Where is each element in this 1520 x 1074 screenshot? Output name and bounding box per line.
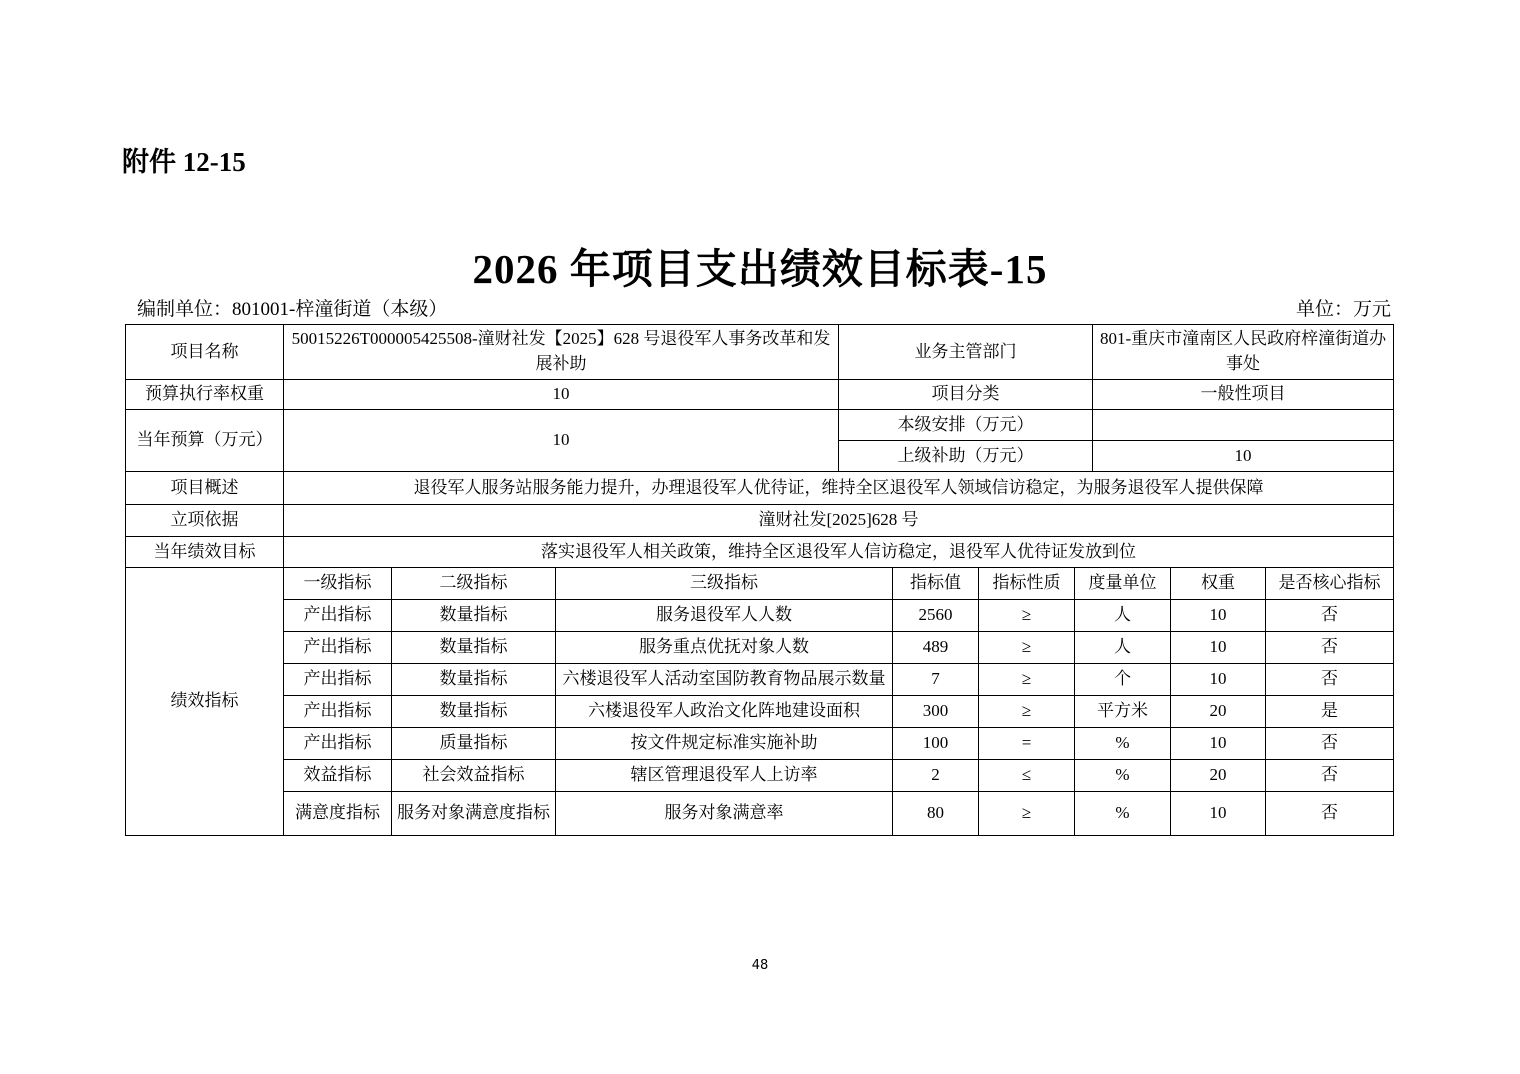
indicator-weight: 20: [1171, 760, 1266, 792]
indicator-value: 489: [893, 632, 979, 664]
indicator-core: 否: [1266, 760, 1394, 792]
indicator-nature: ≥: [979, 632, 1075, 664]
indicator-level1: 产出指标: [284, 696, 392, 728]
indicator-value: 2560: [893, 600, 979, 632]
indicator-level3: 六楼退役军人政治文化阵地建设面积: [556, 696, 893, 728]
budget-exec-weight-label: 预算执行率权重: [126, 380, 284, 410]
dept-label: 业务主管部门: [839, 325, 1093, 380]
header-level1: 一级指标: [284, 568, 392, 600]
indicator-value: 2: [893, 760, 979, 792]
indicator-nature: ≥: [979, 696, 1075, 728]
indicator-level1: 效益指标: [284, 760, 392, 792]
project-name-row: [126, 325, 1394, 380]
indicator-level1: 满意度指标: [284, 792, 392, 836]
indicator-level2: 数量指标: [392, 664, 556, 696]
indicator-weight: 10: [1171, 600, 1266, 632]
year-budget-label: 当年预算（万元）: [126, 410, 284, 472]
basis-value: 潼财社发[2025]628 号: [284, 505, 1394, 537]
indicator-level2: 数量指标: [392, 696, 556, 728]
overview-row: [126, 472, 1394, 505]
indicator-nature: ≥: [979, 664, 1075, 696]
unit-note-label: 单位：万元: [1295, 299, 1391, 320]
superior-subsidy-label: 上级补助（万元）: [839, 441, 1093, 472]
goal-row: [126, 537, 1394, 568]
indicator-level1: 产出指标: [284, 728, 392, 760]
indicator-level3: 服务退役军人人数: [556, 600, 893, 632]
indicator-level2: 服务对象满意度指标: [392, 792, 556, 836]
indicator-row: [126, 696, 1394, 728]
indicator-level3: 按文件规定标准实施补助: [556, 728, 893, 760]
indicator-level3: 辖区管理退役军人上访率: [556, 760, 893, 792]
indicator-core: 否: [1266, 632, 1394, 664]
budget-exec-weight-value: 10: [284, 380, 839, 410]
indicator-value: 80: [893, 792, 979, 836]
indicator-nature: ≥: [979, 792, 1075, 836]
indicator-level2: 数量指标: [392, 600, 556, 632]
year-budget-value: 10: [284, 410, 839, 472]
meta-row: [125, 294, 1393, 321]
indicator-unit: 人: [1075, 632, 1171, 664]
indicator-unit: 平方米: [1075, 696, 1171, 728]
goal-label: 当年绩效目标: [126, 537, 284, 568]
indicator-weight: 10: [1171, 728, 1266, 760]
category-value: 一般性项目: [1093, 380, 1394, 410]
superior-subsidy-value: 10: [1093, 441, 1394, 472]
indicator-unit: 个: [1075, 664, 1171, 696]
indicator-row: [126, 600, 1394, 632]
indicator-row: [126, 632, 1394, 664]
indicator-weight: 10: [1171, 664, 1266, 696]
dept-value: 801-重庆市潼南区人民政府梓潼街道办事处: [1093, 325, 1394, 380]
project-name-label: 项目名称: [126, 325, 284, 380]
indicator-level1: 产出指标: [284, 632, 392, 664]
page-number: 48: [751, 958, 769, 973]
indicator-value: 100: [893, 728, 979, 760]
indicator-value: 7: [893, 664, 979, 696]
goal-value: 落实退役军人相关政策，维持全区退役军人信访稳定，退役军人优待证发放到位: [284, 537, 1394, 568]
indicator-level1: 产出指标: [284, 664, 392, 696]
indicator-value: 300: [893, 696, 979, 728]
header-value: 指标值: [893, 568, 979, 600]
year-budget-row-1: [126, 410, 1394, 441]
local-arrangement-value: [1093, 410, 1394, 441]
header-level2: 二级指标: [392, 568, 556, 600]
header-level3: 三级指标: [556, 568, 893, 600]
indicator-level2: 数量指标: [392, 632, 556, 664]
indicator-unit: %: [1075, 760, 1171, 792]
page-title: 2026 年项目支出绩效目标表-15: [472, 246, 1048, 292]
category-label: 项目分类: [839, 380, 1093, 410]
indicator-weight: 20: [1171, 696, 1266, 728]
indicator-row: [126, 728, 1394, 760]
indicator-unit: 人: [1075, 600, 1171, 632]
prepared-by-label: 编制单位：801001-梓潼街道（本级）: [137, 299, 448, 320]
indicator-level2: 质量指标: [392, 728, 556, 760]
indicator-header-row: [126, 568, 1394, 600]
overview-label: 项目概述: [126, 472, 284, 505]
overview-value: 退役军人服务站服务能力提升，办理退役军人优待证，维持全区退役军人领域信访稳定，为服务退役军人提供保障: [284, 472, 1394, 505]
indicators-section-label: 绩效指标: [126, 568, 284, 836]
header-weight: 权重: [1171, 568, 1266, 600]
indicator-weight: 10: [1171, 632, 1266, 664]
indicator-nature: ≤: [979, 760, 1075, 792]
basis-row: [126, 505, 1394, 537]
indicator-unit: %: [1075, 792, 1171, 836]
indicator-nature: ≥: [979, 600, 1075, 632]
header-core: 是否核心指标: [1266, 568, 1394, 600]
indicator-unit: %: [1075, 728, 1171, 760]
project-name-value: 50015226T000005425508-潼财社发【2025】628 号退役军人事务改革和发展补助: [284, 325, 839, 380]
header-nature: 指标性质: [979, 568, 1075, 600]
budget-exec-weight-row: [126, 380, 1394, 410]
indicator-level3: 服务重点优抚对象人数: [556, 632, 893, 664]
indicator-row: [126, 760, 1394, 792]
indicator-core: 否: [1266, 792, 1394, 836]
indicator-core: 否: [1266, 664, 1394, 696]
indicator-core: 是: [1266, 696, 1394, 728]
basis-label: 立项依据: [126, 505, 284, 537]
indicator-nature: =: [979, 728, 1075, 760]
performance-target-table: [125, 324, 1394, 836]
indicator-weight: 10: [1171, 792, 1266, 836]
indicator-level3: 服务对象满意率: [556, 792, 893, 836]
indicator-row: [126, 792, 1394, 836]
indicator-level2: 社会效益指标: [392, 760, 556, 792]
indicator-level1: 产出指标: [284, 600, 392, 632]
indicator-core: 否: [1266, 728, 1394, 760]
local-arrangement-label: 本级安排（万元）: [839, 410, 1093, 441]
indicator-core: 否: [1266, 600, 1394, 632]
attachment-label: 附件 12-15: [122, 147, 246, 177]
header-unit: 度量单位: [1075, 568, 1171, 600]
indicator-level3: 六楼退役军人活动室国防教育物品展示数量: [556, 664, 893, 696]
indicator-row: [126, 664, 1394, 696]
